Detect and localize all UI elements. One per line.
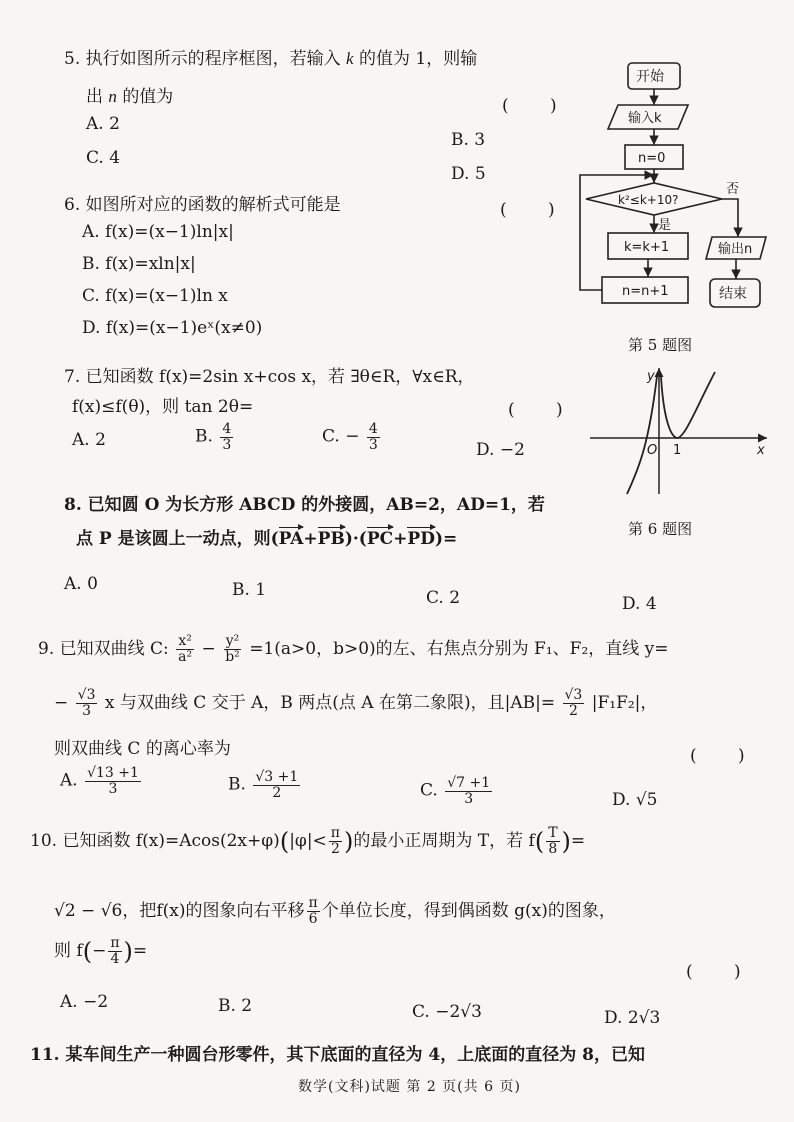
fraction: $\frac{4}{3}$ <box>368 421 378 453</box>
vector-pb: PB <box>317 529 345 549</box>
q7-option-b: B. $\frac{4}{3}$ <box>195 421 232 453</box>
q9-stem-line1: 9. 已知双曲线 C: $\frac{\text{x²}}{\text{a²}}$ − $\frac{\text{y²}}{\text{b²}}$ =1(a>0，b>0)的左、右焦点分别为 F₁、F₂，直线 y= <box>38 633 669 665</box>
q7-answer-paren: ( ) <box>508 400 581 420</box>
flowchart-yes-label: 是 <box>658 218 672 233</box>
q10-option-d: D. 2√3 <box>604 1008 661 1028</box>
vector-pa: PA <box>278 529 304 549</box>
q6-option-b: B. f(x)=xln|x| <box>82 254 196 274</box>
graph-y-label: y <box>647 369 655 384</box>
q9-option-c: C. $\frac{√7 +1}{3}$ <box>420 775 491 807</box>
fraction: $\frac{√3 +1}{2}$ <box>255 769 299 801</box>
q7-option-a: A. 2 <box>72 430 106 450</box>
q5-option-b: B. 3 <box>451 130 486 150</box>
fraction: $\frac{\pi}{6}$ <box>308 895 318 927</box>
flowchart-input-label: 输入k <box>628 111 662 126</box>
flowchart-condition-label: k²≤k+10? <box>618 193 679 207</box>
vector-pc: PC <box>366 529 394 549</box>
flowchart-output-label: 输出n <box>718 242 753 257</box>
q9-stem-line2: − $\frac{√3}{3}$ x 与双曲线 C 交于 A，B 两点(点 A 在第二象限)，且|AB|= $\frac{√3}{2}$ |F₁F₂|， <box>54 687 658 719</box>
q5-answer-paren: ( ) <box>502 96 575 116</box>
q9-option-b: B. $\frac{√3 +1}{2}$ <box>228 769 299 801</box>
flowchart-init-label: n=0 <box>638 151 666 166</box>
q5-option-a: A. 2 <box>86 114 120 134</box>
q10-option-c: C. −2√3 <box>412 1002 482 1022</box>
function-graph-figure <box>585 362 775 502</box>
flowchart-start-label: 开始 <box>636 69 664 85</box>
q8-stem-line2: 点 P 是该圆上一动点，则(PA+PB)·(PC+PD)= <box>76 529 458 549</box>
fraction: $\frac{\text{x²}}{\text{a²}}$ <box>178 633 193 665</box>
q10-option-b: B. 2 <box>218 996 253 1016</box>
q5-option-d: D. 5 <box>451 164 486 184</box>
q5-stem-line2: 出 n 的值为 <box>86 87 174 107</box>
fraction: $\frac{√7 +1}{3}$ <box>447 775 491 807</box>
q6-option-a: A. f(x)=(x−1)ln|x| <box>82 222 234 242</box>
q10-option-a: A. −2 <box>60 992 109 1012</box>
q7-option-c: C. − $\frac{4}{3}$ <box>322 421 378 453</box>
flowchart-step2-label: n=n+1 <box>622 284 669 299</box>
q9-stem-line3: 则双曲线 C 的离心率为 <box>54 739 231 759</box>
graph-tick-one: 1 <box>673 443 682 458</box>
q10-stem-line2: √2 − √6，把f(x)的图象向右平移 $\frac{\pi}{6}$ 个单位长度，得到偶函数 g(x)的图象， <box>54 895 616 927</box>
fraction: $\frac{√13 +1}{3}$ <box>87 765 139 797</box>
q10-answer-paren: ( ) <box>686 962 759 982</box>
vector-pd: PD <box>407 529 435 549</box>
q9-option-d: D. √5 <box>612 790 658 810</box>
q6-option-d: D. f(x)=(x−1)eˣ(x≠0) <box>82 318 263 338</box>
q8-option-d: D. 4 <box>622 594 657 614</box>
fraction: $\frac{\pi}{4}$ <box>110 935 120 967</box>
fraction: $\frac{4}{3}$ <box>222 421 232 453</box>
fraction: $\frac{\pi}{2}$ <box>330 825 340 857</box>
q6-answer-paren: ( ) <box>500 200 573 220</box>
q7-option-d: D. −2 <box>476 440 525 460</box>
q10-stem-line1: 10. 已知函数 f(x)=Acos(2x+φ)(|φ|< $\frac{\pi}{2}$ )的最小正周期为 T，若 f( $\frac{T}{8}$ )= <box>30 825 586 857</box>
flowchart-no-label: 否 <box>726 182 740 197</box>
flowchart-end-label: 结束 <box>719 286 747 302</box>
q5-figure-caption: 第 5 题图 <box>628 336 693 354</box>
q8-option-c: C. 2 <box>426 588 461 608</box>
q7-stem-line1: 7. 已知函数 f(x)=2sin x+cos x，若 ∃θ∈R，∀x∈R， <box>64 367 475 387</box>
q5-option-c: C. 4 <box>86 148 121 168</box>
fraction: $\frac{T}{8}$ <box>548 825 558 857</box>
q5-stem-line1: 5. 执行如图所示的程序框图，若输入 k 的值为 1，则输 <box>64 49 478 69</box>
q6-stem: 6. 如图所对应的函数的解析式可能是 <box>64 195 341 215</box>
q6-option-c: C. f(x)=(x−1)ln x <box>82 286 228 306</box>
page-footer: 数学(文科)试题 第 2 页(共 6 页) <box>298 1079 521 1095</box>
fraction: $\frac{√3}{2}$ <box>564 687 583 719</box>
flowchart-figure <box>570 55 770 355</box>
curve-left-branch <box>627 376 657 494</box>
q10-stem-line3: 则 f(− $\frac{\pi}{4}$ )= <box>54 935 148 967</box>
curve-right-branch <box>661 372 715 438</box>
q8-option-b: B. 1 <box>232 580 267 600</box>
graph-origin-label: O <box>647 443 658 458</box>
q6-figure-caption: 第 6 题图 <box>628 520 693 538</box>
q11-stem-line1: 11. 某车间生产一种圆台形零件，其下底面的直径为 4，上底面的直径为 8，已知 <box>30 1045 645 1065</box>
fraction: $\frac{\text{y²}}{\text{b²}}$ <box>225 633 240 665</box>
q8-stem-line1: 8. 已知圆 O 为长方形 ABCD 的外接圆，AB=2，AD=1，若 <box>64 495 545 515</box>
fraction: $\frac{√3}{3}$ <box>77 687 96 719</box>
q7-stem-line2: f(x)≤f(θ)，则 tan 2θ= <box>72 397 254 417</box>
q8-option-a: A. 0 <box>64 574 98 594</box>
q9-answer-paren: ( ) <box>690 746 763 766</box>
graph-x-label: x <box>757 443 765 458</box>
q9-option-a: A. $\frac{√13 +1}{3}$ <box>60 765 139 797</box>
flowchart-step1-label: k=k+1 <box>624 240 670 255</box>
